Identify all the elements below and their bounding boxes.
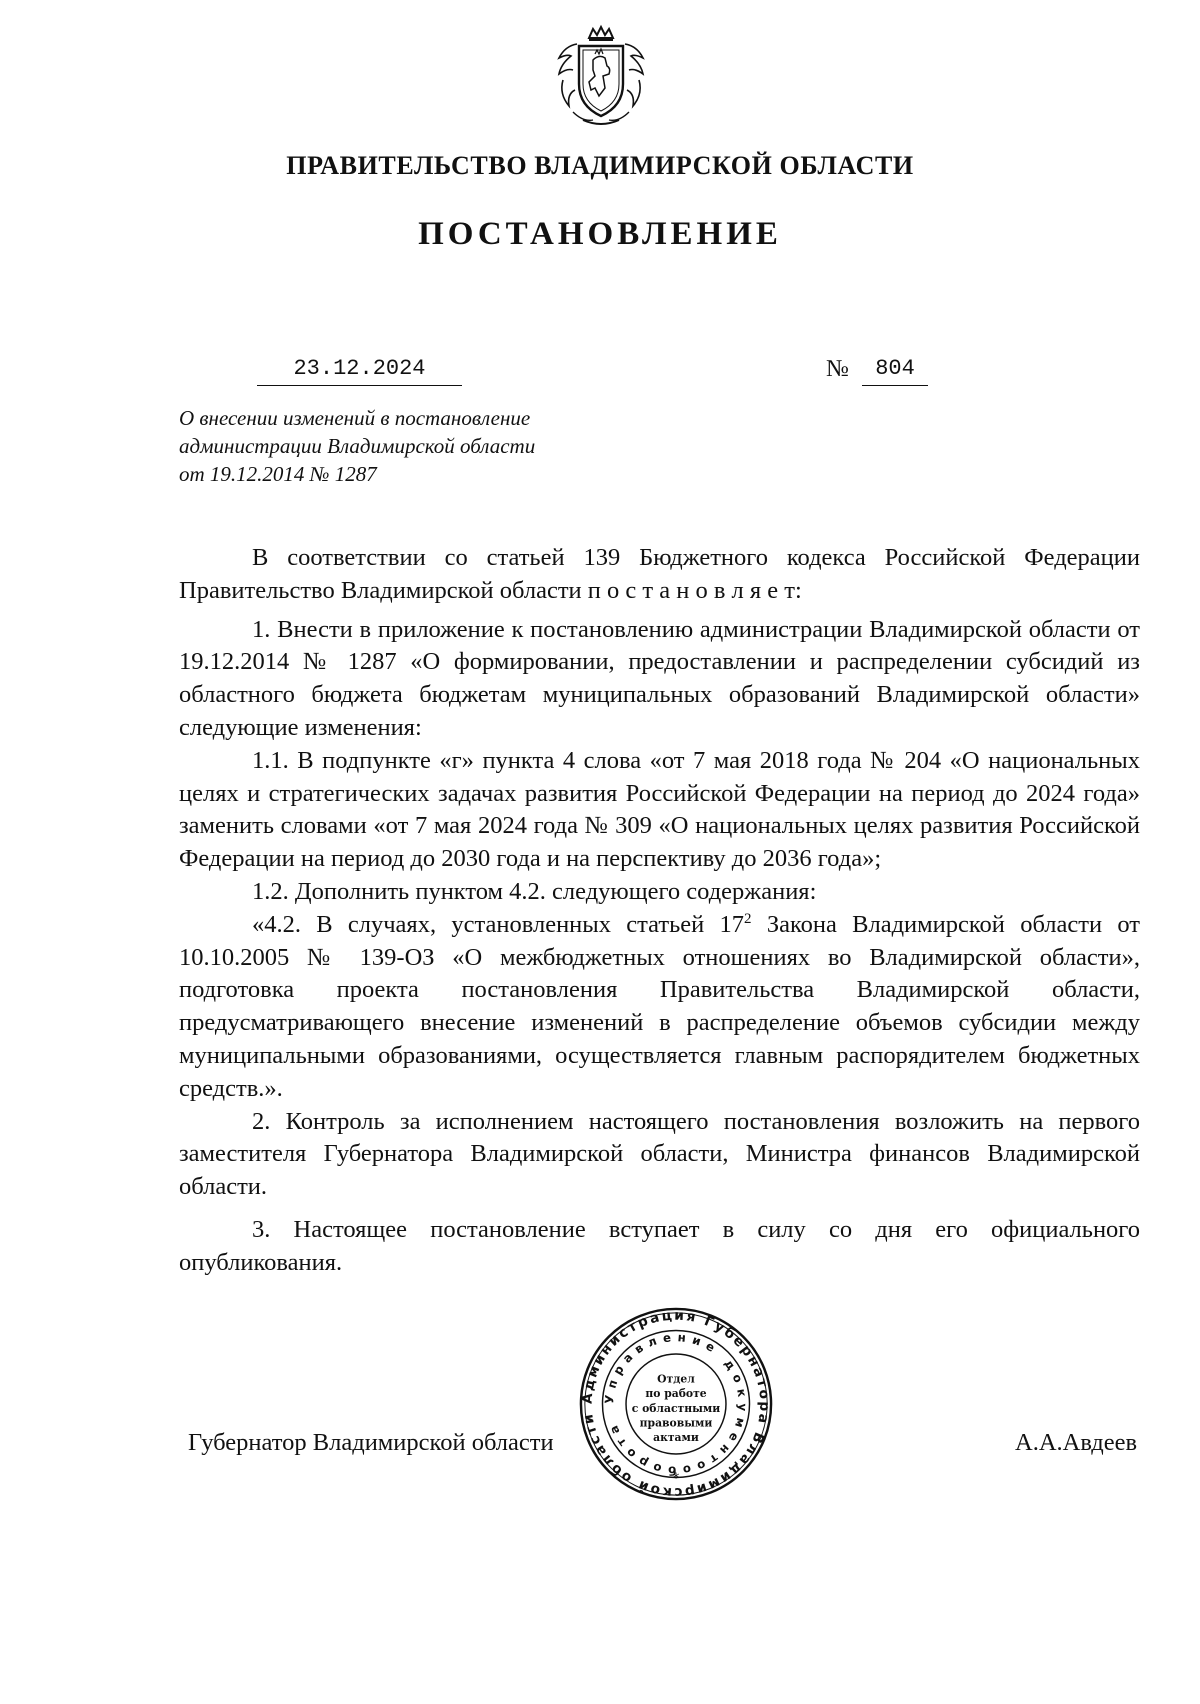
paragraph-1-1: 1.1. В подпункте «г» пункта 4 слова «от 7 мая 2018 года № 204 «О национальных целях и стратегических задачах развития Российской Федерации на период до 2024 года» заменить словами «от 7 мая 2024 года № 309 «О национальных целях развития Российской Федерации на период до 2030 года и на перспективу до 2036 года»; xyxy=(179,746,1140,873)
coat-of-arms-icon xyxy=(549,24,653,128)
document-date: 23.12.2024 xyxy=(257,355,462,386)
article-superscript: 2 xyxy=(744,910,752,927)
paragraph-intro: В соответствии со статьей 139 Бюджетного кодекса Российской Федерации Правительство Владимирской области п о с т а н о в л я е т: xyxy=(179,544,1140,604)
document-body xyxy=(179,542,1140,1280)
stamp-center-line: по работе xyxy=(645,1387,707,1401)
paragraph-1-2: 1.2. Дополнить пунктом 4.2. следующего содержания: xyxy=(252,877,817,905)
stamp-center-line: Отдел xyxy=(657,1372,695,1386)
subject-line: от 19.12.2014 № 1287 xyxy=(179,462,377,486)
stamp-center-line: актами xyxy=(653,1431,699,1445)
subject-line: О внесении изменений в постановление xyxy=(179,406,531,430)
stamp-middle-text: Управление документооборота xyxy=(602,1330,750,1478)
paragraph-1: 1. Внести в приложение к постановлению администрации Владимирской области от 19.12.2014 № 1287 «О формировании, предоставлении и распределении субсидий из областного бюджета бюджетам муниципальных образований Владимирской области» следующие изменения: xyxy=(179,615,1140,741)
paragraph-2: 2. Контроль за исполнением настоящего постановления возложить на первого заместителя Губернатора Владимирской области, Министра финансов Владимирской области. xyxy=(179,1107,1140,1201)
government-title: ПРАВИТЕЛЬСТВО ВЛАДИМИРСКОЙ ОБЛАСТИ xyxy=(286,151,914,180)
quote-text-a: «4.2. В случаях, установленных статьей 17 xyxy=(252,910,745,938)
signer-name: А.А.Авдеев xyxy=(1015,1429,1138,1456)
stamp-star-icon: * xyxy=(672,1470,680,1487)
stamp-center-line: правовыми xyxy=(639,1416,713,1430)
stamp-outer-text: Администрация Губернатора Владимирской области xyxy=(579,1307,773,1501)
paragraph-1-2-quote xyxy=(179,909,1140,1106)
document-type: ПОСТАНОВЛЕНИЕ xyxy=(418,216,782,252)
paragraph-3: 3. Настоящее постановление вступает в силу со дня его официального опубликования. xyxy=(179,1215,1140,1276)
document-number: 804 xyxy=(862,355,928,386)
signer-position: Губернатор Владимирской области xyxy=(188,1429,554,1456)
number-label: № xyxy=(826,356,849,382)
stamp-center-line: с областными xyxy=(631,1401,721,1415)
quote-text-b: Закона Владимирской области от 10.10.2005 № 139-ОЗ «О межбюджетных отношениях во Владимирской области», подготовка проекта постановления Правительства Владимирской области, предусматривающего внесение изменений в распределение объемов субсидии между муниципальными образованиями, осуществляется главным распорядителем бюджетных средств.». xyxy=(179,910,1140,1102)
official-stamp-icon xyxy=(578,1306,774,1502)
subject-line: администрации Владимирской области xyxy=(179,434,536,458)
document-subject xyxy=(179,404,639,488)
